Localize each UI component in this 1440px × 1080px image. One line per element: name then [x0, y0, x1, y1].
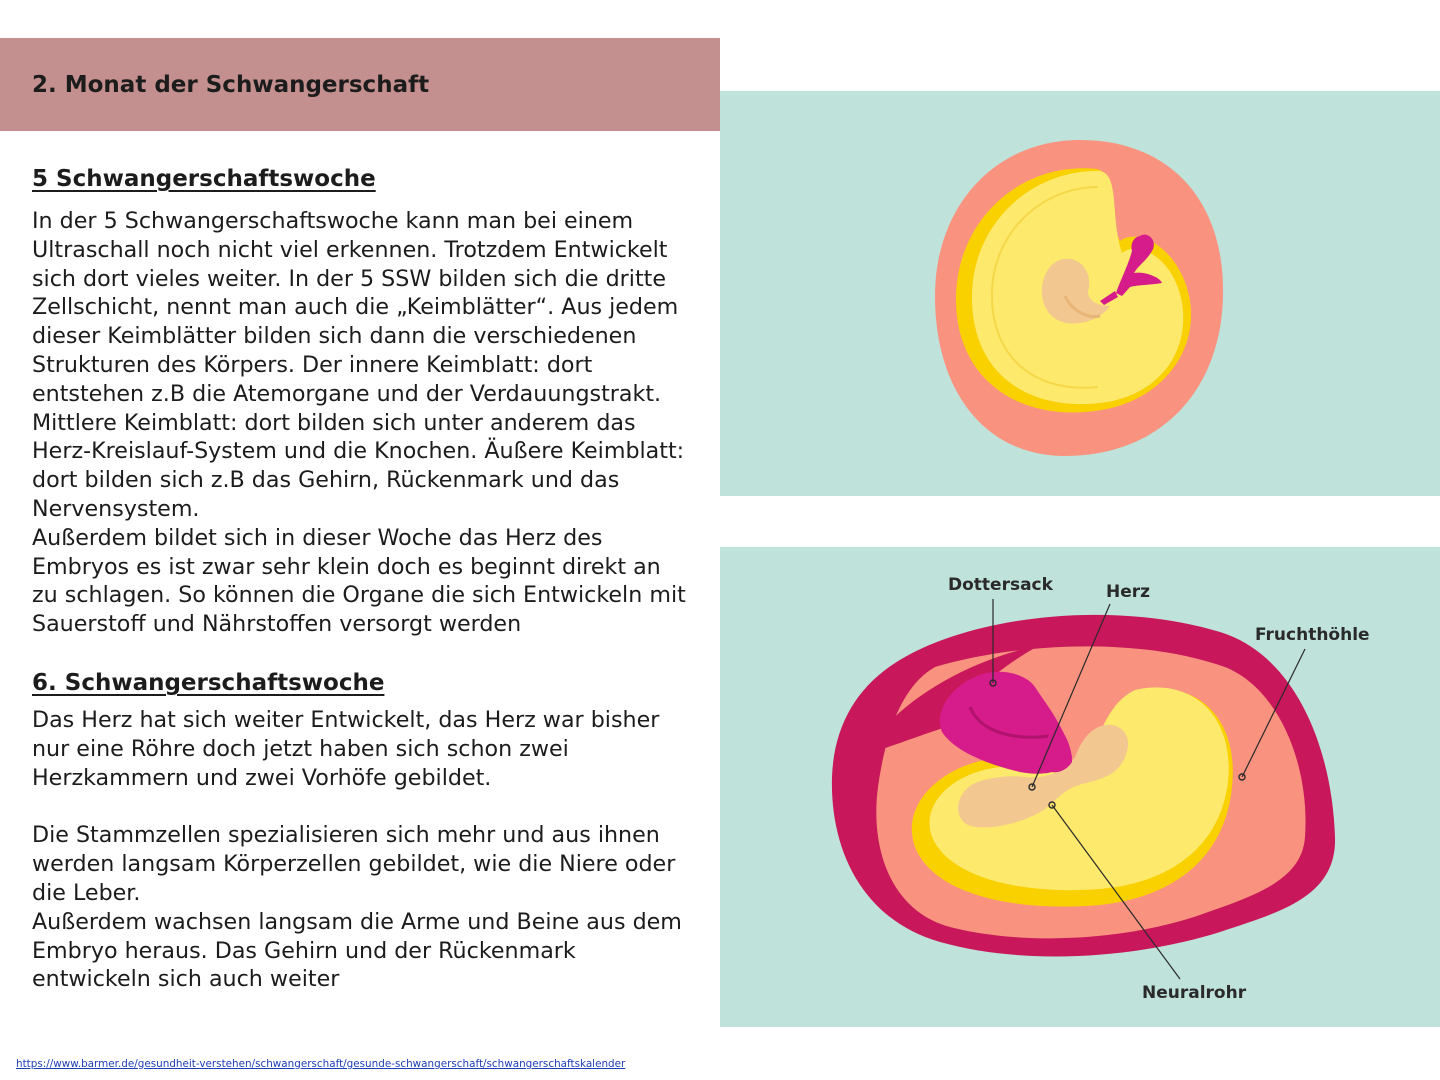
text-column	[32, 164, 712, 994]
label-dottersack: Dottersack	[948, 575, 1053, 595]
label-fruchthoehle: Fruchthöhle	[1255, 625, 1370, 645]
page-title: 2. Monat der Schwangerschaft	[32, 71, 430, 98]
embryo-week6-svg	[720, 547, 1440, 1027]
week6-heading: 6. Schwangerschaftswoche	[32, 669, 385, 696]
embryo-week5-svg	[720, 91, 1440, 496]
week5-text: In der 5 Schwangerschaftswoche kann man bei einem Ultraschall noch nicht viel erkennen. Trotzdem Entwickelt sich dort vieles weiter. In der 5 SSW bilden sich die dritte Zellschicht, nennt man auch die „Keimblätter“. Aus jedem dieser Keimblätter bilden sich dann die verschiedenen Strukturen des Körpers. Der innere Keimblatt: dort entstehen z.B die Atemorgane und der Verdauungstrakt. Mittlere Keimblatt: dort bilden sich unter anderem das Herz-Kreislauf-System und die Knochen. Äußere Keimblatt: dort bilden sich z.B das Gehirn, Rückenmark und das Nervensystem. Außerdem bildet sich in dieser Woche das Herz des Embryos es ist zwar sehr klein doch es beginnt direkt an zu schlagen. So können die Organe die sich Entwickeln mit Sauerstoff und Nährstoffen versorgt werden	[32, 208, 686, 638]
embryo-week6-illustration	[720, 547, 1440, 1027]
embryo-week5-illustration	[720, 91, 1440, 496]
week6-text-cells: Die Stammzellen spezialisieren sich mehr und aus ihnen werden langsam Körperzellen gebildet, wie die Niere oder die Leber. Außerdem wachsen langsam die Arme und Beine aus dem Embryo heraus. Das Gehirn und der Rückenmark entwickeln sich auch weiter	[32, 822, 682, 993]
week5-heading: 5 Schwangerschaftswoche	[32, 166, 376, 192]
title-bar	[0, 38, 720, 131]
week6-text-heart: Das Herz hat sich weiter Entwickelt, das Herz war bisher nur eine Röhre doch jetzt haben sich schon zwei Herzkammern und zwei Vorhöfe gebildet.	[32, 706, 660, 791]
label-herz: Herz	[1106, 582, 1151, 602]
source-link[interactable]: https://www.barmer.de/gesundheit-verstehen/schwangerschaft/gesunde-schwangerschaft/schwangerschaftskalender	[16, 1058, 626, 1070]
label-neuralrohr: Neuralrohr	[1142, 983, 1247, 1003]
